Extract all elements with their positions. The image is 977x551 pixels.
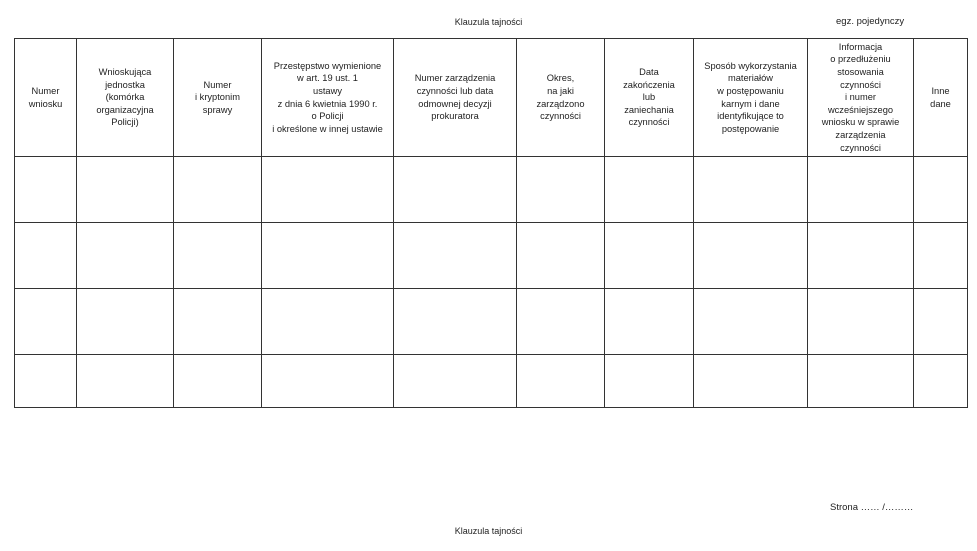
table-cell[interactable] [517,223,605,289]
table-cell[interactable] [914,355,968,408]
table-cell[interactable] [808,355,914,408]
table-cell[interactable] [694,157,808,223]
column-header-case-number-codename: Numer i kryptonim sprawy [174,39,262,157]
classification-header: Klauzula tajności [454,17,523,27]
table-cell[interactable] [174,223,262,289]
table-cell[interactable] [694,289,808,355]
page-number: Strona …… /……… [830,502,914,513]
table-cell[interactable] [914,223,968,289]
table-cell[interactable] [694,355,808,408]
table-cell[interactable] [174,355,262,408]
table-cell[interactable] [517,355,605,408]
table-row [15,289,968,355]
table-cell[interactable] [15,355,77,408]
table-cell[interactable] [394,157,517,223]
table-row [15,157,968,223]
table-row [15,355,968,408]
table-cell[interactable] [77,289,174,355]
table-cell[interactable] [914,289,968,355]
table-cell[interactable] [174,157,262,223]
table-cell[interactable] [808,223,914,289]
table-cell[interactable] [808,289,914,355]
register-table [14,38,968,408]
column-header-material-usage: Sposób wykorzystania materiałów w postępowaniu karnym i dane identyfikujące to postępowanie [694,39,808,157]
column-header-offence: Przestępstwo wymienione w art. 19 ust. 1 ustawy z dnia 6 kwietnia 1990 r. o Policji i określone w innej ustawie [262,39,394,157]
table-cell[interactable] [517,289,605,355]
table-cell[interactable] [914,157,968,223]
column-header-end-date: Data zakończenia lub zaniechania czynności [605,39,694,157]
column-header-application-number: Numer wniosku [15,39,77,157]
column-header-extension-info: Informacja o przedłużeniu stosowania czynności i numer wcześniejszego wniosku w sprawie zarządzenia czynności [808,39,914,157]
table-cell[interactable] [77,157,174,223]
classification-footer: Klauzula tajności [454,526,523,536]
table-cell[interactable] [517,157,605,223]
column-header-order-number: Numer zarządzenia czynności lub data odmownej decyzji prokuratora [394,39,517,157]
table-cell[interactable] [15,289,77,355]
header-row [15,39,968,157]
table-cell[interactable] [262,157,394,223]
table-cell[interactable] [394,223,517,289]
table-cell[interactable] [77,355,174,408]
table-cell[interactable] [77,223,174,289]
table-cell[interactable] [174,289,262,355]
table-cell[interactable] [394,289,517,355]
table-cell[interactable] [605,157,694,223]
table-cell[interactable] [605,223,694,289]
table-cell[interactable] [15,157,77,223]
table-cell[interactable] [262,355,394,408]
table-cell[interactable] [605,289,694,355]
table-cell[interactable] [262,289,394,355]
column-header-period: Okres, na jaki zarządzono czynności [517,39,605,157]
table-cell[interactable] [694,223,808,289]
table-cell[interactable] [262,223,394,289]
table-cell[interactable] [605,355,694,408]
table-row [15,223,968,289]
copy-note: egz. pojedynczy [836,16,905,27]
column-header-other-data: Inne dane [914,39,968,157]
table-cell[interactable] [15,223,77,289]
table-cell[interactable] [808,157,914,223]
column-header-requesting-unit: Wnioskująca jednostka (komórka organizacyjna Policji) [77,39,174,157]
table-cell[interactable] [394,355,517,408]
